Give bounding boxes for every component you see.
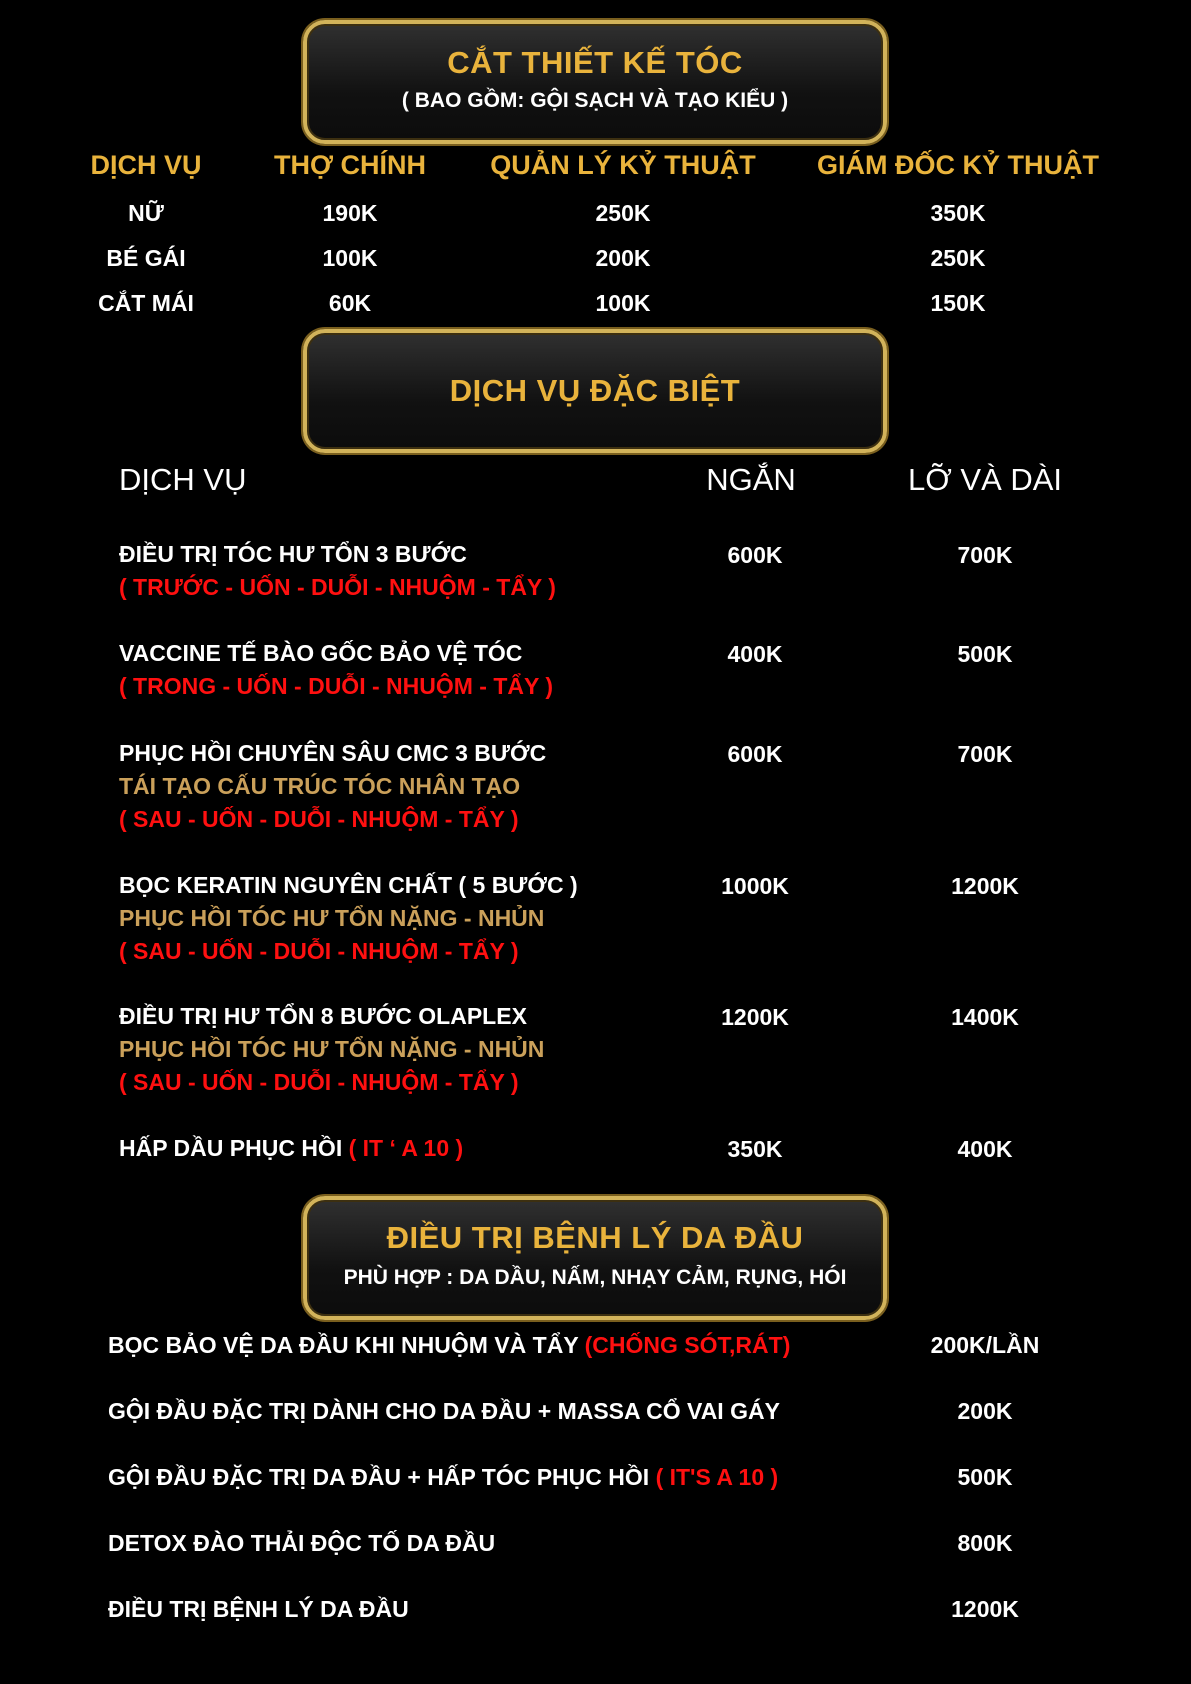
scalp-item-text	[108, 1530, 495, 1557]
special-price-short: 600K	[727, 542, 783, 568]
scalp-item-tag: (CHỐNG SÓT,RÁT)	[584, 1332, 791, 1358]
special-item-tag: ( TRONG - UỐN - DUỖI - NHUỘM - TẨY )	[119, 673, 553, 699]
special-header-long: LỠ VÀ DÀI	[907, 462, 1063, 497]
scalp-banner	[303, 1196, 887, 1320]
haircut-price: 100K	[322, 245, 378, 271]
scalp-item-name: GỘI ĐẦU ĐẶC TRỊ DA ĐẦU + HẤP TÓC PHỤC HỒI	[108, 1464, 650, 1490]
scalp-price: 200K/LẦN	[930, 1332, 1040, 1358]
special-item-note: PHỤC HỒI TÓC HƯ TỔN NẶNG - NHỦN	[119, 1036, 545, 1062]
haircut-row-label: CẮT MÁI	[98, 290, 194, 316]
special-item-text	[119, 869, 578, 968]
haircut-subtitle: ( BAO GỒM: GỘI SẠCH VÀ TẠO KIỂU )	[401, 89, 789, 112]
special-item-tag: ( SAU - UỐN - DUỖI - NHUỘM - TẨY )	[119, 1069, 519, 1095]
special-price-long: 1400K	[951, 1004, 1019, 1030]
scalp-item-text	[108, 1464, 778, 1491]
haircut-price: 100K	[595, 290, 651, 316]
special-item-tag: ( SAU - UỐN - DUỖI - NHUỘM - TẨY )	[119, 938, 519, 964]
scalp-price: 500K	[957, 1464, 1013, 1490]
special-item-name: HẤP DẦU PHỤC HỒI	[119, 1135, 343, 1161]
special-item-tag: ( TRƯỚC - UỐN - DUỖI - NHUỘM - TẨY )	[119, 574, 556, 600]
special-price-long: 1200K	[951, 873, 1019, 899]
special-item-note: TÁI TẠO CẤU TRÚC TÓC NHÂN TẠO	[119, 773, 521, 799]
special-item-tag: ( SAU - UỐN - DUỖI - NHUỘM - TẨY )	[119, 806, 519, 832]
special-price-long: 500K	[957, 641, 1013, 667]
special-item-name: VACCINE TẾ BÀO GỐC BẢO VỆ TÓC	[119, 640, 523, 666]
scalp-item-name: DETOX ĐÀO THẢI ĐỘC TỐ DA ĐẦU	[108, 1530, 496, 1556]
special-item-note: PHỤC HỒI TÓC HƯ TỔN NẶNG - NHỦN	[119, 905, 545, 931]
scalp-title: ĐIỀU TRỊ BỆNH LÝ DA ĐẦU	[386, 1220, 804, 1255]
haircut-price: 250K	[930, 245, 986, 271]
special-price-short: 350K	[727, 1136, 783, 1162]
special-title: DỊCH VỤ ĐẶC BIỆT	[449, 373, 741, 408]
special-price-short: 600K	[727, 741, 783, 767]
haircut-header-tech-manager: QUẢN LÝ KỶ THUẬT	[490, 150, 756, 180]
special-item-text	[119, 538, 556, 604]
special-item-text	[119, 1132, 463, 1165]
haircut-row-label: NỮ	[128, 200, 164, 226]
scalp-price: 1200K	[951, 1596, 1019, 1622]
haircut-price: 150K	[930, 290, 986, 316]
special-item-name: ĐIỀU TRỊ HƯ TỔN 8 BƯỚC OLAPLEX	[119, 1003, 527, 1029]
special-price-short: 1200K	[721, 1004, 789, 1030]
haircut-price: 250K	[595, 200, 651, 226]
scalp-item-name: BỌC BẢO VỆ DA ĐẦU KHI NHUỘM VÀ TẨY	[108, 1332, 579, 1358]
haircut-title: CẮT THIẾT KẾ TÓC	[447, 45, 743, 80]
special-item-tag: ( IT ‘ A 10 )	[348, 1135, 464, 1161]
scalp-price: 200K	[957, 1398, 1013, 1424]
haircut-price: 60K	[328, 290, 372, 316]
haircut-header-main-stylist: THỢ CHÍNH	[273, 150, 427, 180]
special-price-short: 400K	[727, 641, 783, 667]
special-price-short: 1000K	[721, 873, 789, 899]
special-price-long: 700K	[957, 741, 1013, 767]
scalp-item-name: GỘI ĐẦU ĐẶC TRỊ DÀNH CHO DA ĐẦU + MASSA CỔ VAI GÁY	[108, 1398, 780, 1424]
haircut-header-service: DỊCH VỤ	[90, 150, 202, 180]
haircut-price: 350K	[930, 200, 986, 226]
special-price-long: 700K	[957, 542, 1013, 568]
scalp-subtitle: PHÙ HỢP : DA DẦU, NẤM, NHẠY CẢM, RỤNG, HÓI	[343, 1266, 847, 1289]
special-header-short: NGẮN	[706, 462, 796, 497]
haircut-banner	[303, 20, 887, 144]
special-item-text	[119, 737, 546, 836]
haircut-price: 200K	[595, 245, 651, 271]
haircut-header-tech-director: GIÁM ĐỐC KỶ THUẬT	[817, 150, 1099, 180]
haircut-row-label: BÉ GÁI	[106, 245, 186, 271]
special-item-name: PHỤC HỒI CHUYÊN SÂU CMC 3 BƯỚC	[119, 740, 547, 766]
scalp-item-text	[108, 1398, 780, 1425]
special-item-name: BỌC KERATIN NGUYÊN CHẤT ( 5 BƯỚC )	[119, 872, 578, 898]
special-banner	[303, 329, 887, 453]
haircut-price: 190K	[322, 200, 378, 226]
special-header-service: DỊCH VỤ	[119, 462, 247, 497]
special-item-text	[119, 637, 553, 703]
scalp-price: 800K	[957, 1530, 1013, 1556]
scalp-item-text	[108, 1596, 409, 1623]
scalp-item-text	[108, 1332, 790, 1359]
special-price-long: 400K	[957, 1136, 1013, 1162]
special-item-name: ĐIỀU TRỊ TÓC HƯ TỔN 3 BƯỚC	[119, 541, 467, 567]
special-item-text	[119, 1000, 544, 1099]
scalp-item-tag: ( IT'S A 10 )	[655, 1464, 779, 1490]
scalp-item-name: ĐIỀU TRỊ BỆNH LÝ DA ĐẦU	[108, 1596, 409, 1622]
